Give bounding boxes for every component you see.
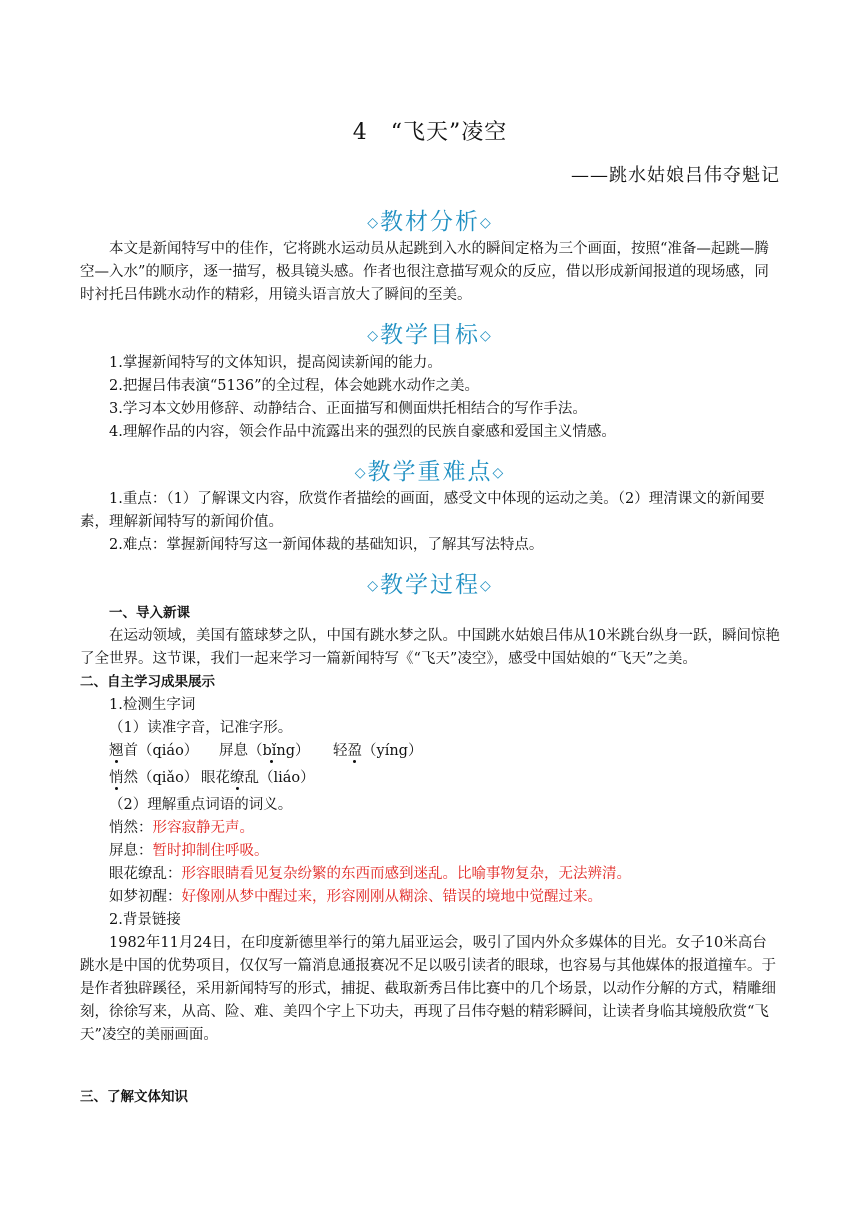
section-heading-process	[0, 566, 860, 599]
vocab-word: 屏息（bǐng）	[219, 743, 310, 759]
diamond-icon: ◇	[367, 578, 380, 594]
vocab-word: 翘首（qiáo）	[109, 743, 199, 759]
vocab-word: 悄然（qiǎo）	[109, 770, 199, 786]
key-point-item: 2.难点：掌握新闻特写这一新闻体裁的基础知识，了解其写法特点。	[109, 537, 544, 553]
background-paragraph: 1982年11月24日，在印度新德里举行的第九届亚运会，吸引了国内外众多媒体的目光。女子10米高台跳水是中国的优势项目，仅仅写一篇消息通报赛况不足以吸引读者的眼球，也容易与其他媒体的报道撞车。于是作者独辟蹊径，采用新闻特写的形式，捕捉、截取新秀吕伟比赛中的几个场景，以动作分解的方式，精雕细刻，徐徐写来，从高、险、难、美四个字上下功夫，再现了吕伟夺魁的精彩瞬间，让读者身临其境般欣赏“飞天”凌空的美丽画面。	[80, 935, 776, 1043]
page-subtitle: ——跳水姑娘吕伟夺魁记	[571, 165, 780, 186]
section-heading-key-points	[0, 453, 860, 486]
diamond-icon: ◇	[492, 465, 506, 481]
analysis-paragraph: 本文是新闻特写中的佳作，它将跳水运动员从起跳到入水的瞬间定格为三个画面，按照“准备—起跳—腾空—入水”的顺序，逐一描写，极具镜头感。作者也很注意描写观众的反应，借以形成新闻报道的现场感，同时衬托吕伟跳水动作的精彩，用镜头语言放大了瞬间的至美。	[80, 241, 769, 303]
diamond-icon: ◇	[480, 215, 493, 231]
section-heading-goals	[0, 316, 860, 349]
goal-item: 2.把握吕伟表演“5136”的全过程，体会她跳水动作之美。	[109, 378, 480, 394]
diamond-icon: ◇	[480, 328, 493, 344]
definition-term: 屏息：	[109, 843, 153, 859]
diamond-icon: ◇	[480, 578, 493, 594]
definition-text: 形容眼睛看见复杂纷繁的东西而感到迷乱。比喻事物复杂，无法辨清。	[181, 866, 631, 882]
part2-sub1a: （1）读准字音，记准字形。	[109, 720, 293, 736]
goal-item: 4.理解作品的内容，领会作品中流露出来的强烈的民族自豪感和爱国主义情感。	[109, 424, 616, 440]
part2-sub1b: （2）理解重点词语的词义。	[109, 797, 293, 813]
part1-heading: 一、导入新课	[109, 605, 190, 621]
part2-heading: 二、自主学习成果展示	[80, 674, 215, 690]
page-title: 4 “飞天”凌空	[352, 120, 508, 145]
definition-row	[109, 817, 254, 840]
diamond-icon: ◇	[367, 215, 380, 231]
vocab-word: 轻盈（yíng）	[333, 743, 423, 759]
section-label: 教学目标	[380, 322, 480, 348]
definition-row	[109, 840, 269, 863]
definition-text: 形容寂静无声。	[152, 820, 254, 836]
part3-heading: 三、了解文体知识	[80, 1089, 188, 1105]
goal-item: 1.掌握新闻特写的文体知识，提高阅读新闻的能力。	[109, 355, 442, 371]
definition-row	[109, 886, 602, 909]
definition-term: 如梦初醒：	[109, 889, 182, 905]
section-label: 教材分析	[380, 209, 480, 235]
part2-sub2: 2.背景链接	[109, 912, 181, 928]
vocab-word: 眼花缭乱（liáo）	[201, 770, 315, 786]
diamond-icon: ◇	[367, 328, 380, 344]
goal-item: 3.学习本文妙用修辞、动静结合、正面描写和侧面烘托相结合的写作手法。	[109, 401, 587, 417]
definition-term: 悄然：	[109, 820, 153, 836]
section-heading-analysis	[0, 203, 860, 236]
section-label: 教学过程	[380, 572, 480, 598]
definition-row	[109, 863, 631, 886]
diamond-icon: ◇	[354, 465, 368, 481]
definition-text: 好像刚从梦中醒过来，形容刚刚从糊涂、错误的境地中觉醒过来。	[181, 889, 602, 905]
part1-paragraph: 在运动领域，美国有篮球梦之队，中国有跳水梦之队。中国跳水姑娘吕伟从10米跳台纵身一跃，瞬间惊艳了全世界。这节课，我们一起来学习一篇新闻特写《“飞天”凌空》，感受中国姑娘的“飞天”之美。	[80, 628, 780, 667]
definition-term: 眼花缭乱：	[109, 866, 182, 882]
section-label: 教学重难点	[367, 459, 493, 485]
key-point-item: 1.重点：（1）了解课文内容，欣赏作者描绘的画面，感受文中体现的运动之美。（2）理清课文的新闻要素，理解新闻特写的新闻价值。	[80, 491, 765, 530]
part2-sub1: 1.检测生字词	[109, 697, 196, 713]
definition-text: 暂时抑制住呼吸。	[152, 843, 269, 859]
